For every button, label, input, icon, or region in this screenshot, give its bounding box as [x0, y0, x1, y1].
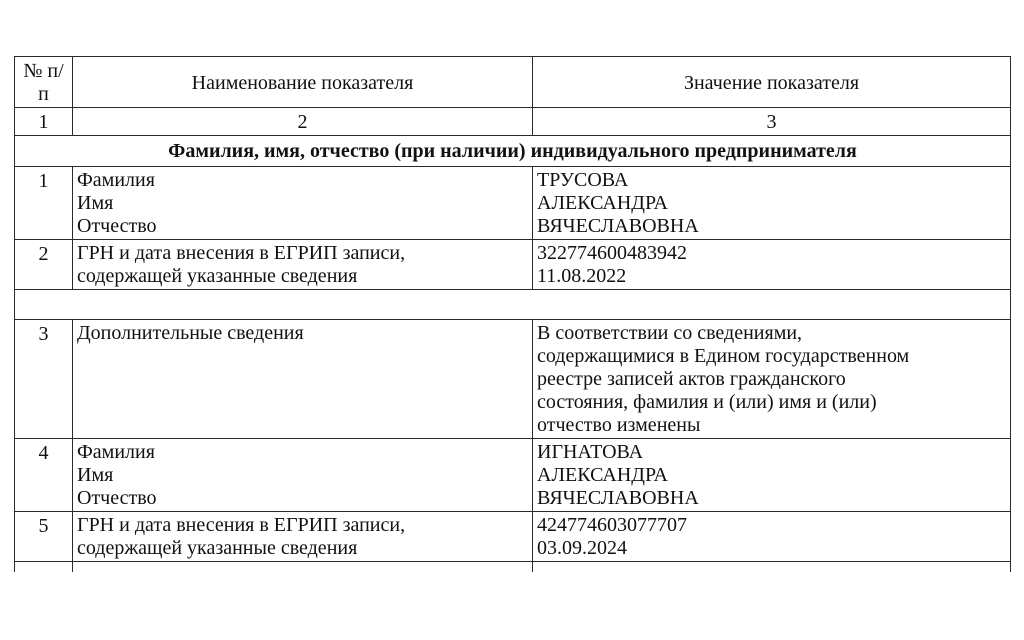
indicator-name-line: ГРН и дата внесения в ЕГРИП записи, — [77, 242, 406, 264]
indicator-value-line: содержащимися в Едином государственном — [537, 345, 910, 367]
column-index-2: 2 — [73, 108, 533, 136]
header-indicator-name: Наименование показателя — [73, 57, 533, 108]
table-row — [15, 512, 1011, 562]
indicator-value-line: В соответствии со сведениями, — [537, 322, 803, 344]
indicator-value-line: реестре записей актов гражданского — [537, 368, 846, 390]
indicator-value-line: 03.09.2024 — [537, 537, 627, 559]
table-row — [15, 439, 1011, 512]
empty-separator-row — [15, 290, 1011, 320]
indicator-name-line: Фамилия — [77, 169, 155, 191]
truncated-cell — [533, 562, 1011, 573]
indicator-value-line: отчество изменены — [537, 414, 701, 436]
egrip-extract-table-wrapper — [14, 56, 1010, 572]
indicator-name-cell — [73, 240, 533, 290]
empty-separator-cell — [15, 290, 1011, 320]
indicator-value-line: 322774600483942 — [537, 242, 687, 264]
indicator-name-cell — [73, 439, 533, 512]
column-index-3: 3 — [533, 108, 1011, 136]
indicator-value-line: ИГНАТОВА — [537, 441, 644, 463]
egrip-extract-table — [14, 56, 1011, 572]
section-title: Фамилия, имя, отчество (при наличии) индивидуального предпринимателя — [15, 136, 1011, 167]
indicator-name-line: ГРН и дата внесения в ЕГРИП записи, — [77, 514, 406, 536]
table-row — [15, 320, 1011, 439]
row-number: 1 — [15, 167, 73, 240]
column-index-1: 1 — [15, 108, 73, 136]
indicator-value-cell — [533, 167, 1011, 240]
indicator-value-line: ВЯЧЕСЛАВОВНА — [537, 215, 699, 237]
table-row — [15, 240, 1011, 290]
column-index-row — [15, 108, 1011, 136]
row-number: 4 — [15, 439, 73, 512]
header-indicator-value: Значение показателя — [533, 57, 1011, 108]
indicator-name-line: Фамилия — [77, 441, 155, 463]
indicator-value-line: 11.08.2022 — [537, 265, 627, 287]
truncated-cell — [73, 562, 533, 573]
table-row — [15, 167, 1011, 240]
indicator-name-cell — [73, 512, 533, 562]
indicator-name-line: Имя — [77, 464, 114, 486]
indicator-value-line: ВЯЧЕСЛАВОВНА — [537, 487, 699, 509]
indicator-name-line: Отчество — [77, 487, 157, 509]
header-number: № п/п — [15, 57, 73, 108]
truncated-continuation-row — [15, 562, 1011, 573]
indicator-value-line: 424774603077707 — [537, 514, 687, 536]
row-number: 5 — [15, 512, 73, 562]
row-number: 2 — [15, 240, 73, 290]
indicator-name-line: Отчество — [77, 215, 157, 237]
table-header-row — [15, 57, 1011, 108]
section-title-row — [15, 136, 1011, 167]
indicator-name-line: Имя — [77, 192, 114, 214]
row-number: 3 — [15, 320, 73, 439]
indicator-name-line: содержащей указанные сведения — [77, 265, 358, 287]
indicator-name-line: Дополнительные сведения — [77, 322, 304, 344]
indicator-value-cell — [533, 512, 1011, 562]
indicator-name-line: содержащей указанные сведения — [77, 537, 358, 559]
indicator-name-cell — [73, 320, 533, 439]
indicator-value-line: АЛЕКСАНДРА — [537, 192, 668, 214]
indicator-value-line: состояния, фамилия и (или) имя и (или) — [537, 391, 877, 413]
truncated-cell — [15, 562, 73, 573]
indicator-value-cell — [533, 320, 1011, 439]
indicator-value-line: АЛЕКСАНДРА — [537, 464, 668, 486]
indicator-value-cell — [533, 439, 1011, 512]
indicator-value-cell — [533, 240, 1011, 290]
indicator-value-line: ТРУСОВА — [537, 169, 629, 191]
indicator-name-cell — [73, 167, 533, 240]
